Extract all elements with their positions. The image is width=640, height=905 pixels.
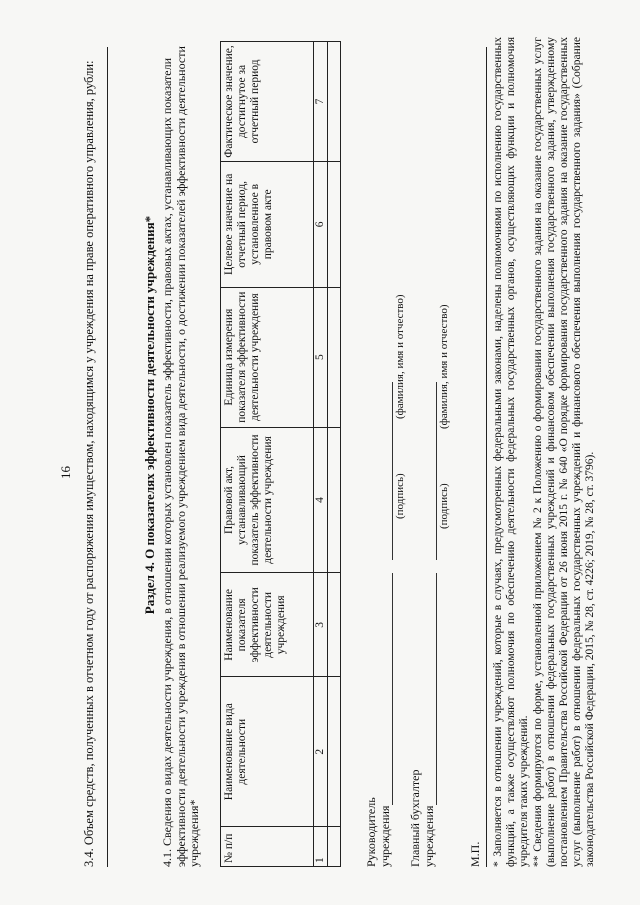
number-cell: 4 (314, 427, 328, 573)
item-3-4: 3.4. Объем средств, полученных в отчетном году от распоряжения имуществом, находящимся у учреждения на праве оперативного управления, рубли: (82, 60, 96, 867)
seal-mark: М.П. (468, 841, 482, 867)
answer-line (107, 47, 108, 867)
accountant-label: Главный бухгалтер учреждения (408, 769, 436, 867)
name-line (392, 382, 393, 560)
header-cell: Фактическое значение, достигнутое за отчетный период (221, 42, 314, 162)
empty-cell (328, 42, 341, 162)
header-cell: Единица измерения показателя эффективности деятельности учреждения (221, 287, 314, 427)
efficiency-table (220, 41, 341, 867)
empty-cell (328, 287, 341, 427)
empty-cell (328, 677, 341, 827)
footnote-1: * Заполняется в отношении учреждений, которые в случаях, предусмотренных федеральными законами, наделены полномочиями по исполнению государственных функций, а также осуществляют полномочия по обеспечению деятельности федеральных государственных органов, осуществляющих функции и полномочия учредителя таких учреждений. (492, 37, 530, 867)
footnote-divider (486, 47, 487, 867)
table-row (328, 42, 341, 867)
name-caption: (фамилия, имя и отчество) (438, 304, 450, 429)
number-cell: 5 (314, 287, 328, 427)
page-number: 16 (58, 466, 73, 479)
header-cell: Целевое значение на отчетный период, установленное в правовом акте (221, 161, 314, 287)
name-line (436, 382, 437, 560)
signature-line (392, 573, 393, 805)
number-cell: 1 (314, 827, 328, 867)
number-cell: 7 (314, 42, 328, 162)
section-title: Раздел 4. О показателях эффективности деятельности учреждения* (142, 215, 157, 615)
table-number-row (314, 42, 328, 867)
number-cell: 6 (314, 161, 328, 287)
footnote-2: ** Сведения формируются по форме, установленной приложением № 2 к Положению о формировании государственного задания на оказание государственных услуг (выполнение работ) в отношении федеральных государственных учреждений и финансовом обеспечении выполнения государственного задания, утвержденному постановлением Правительства Российской Федерации от 26 июня 2015 г. № 640 «О порядке формирования государственного задания на оказание государственных услуг (выполнение работ) в отношении федеральных государственных учреждений и финансового обеспечения выполнения государственного задания» (Собрание законодательства Российской Федерации, 2015, № 28, ст. 4226; 2019, № 28, ст. 3796). (532, 37, 596, 867)
empty-cell (328, 827, 341, 867)
number-cell: 2 (314, 677, 328, 827)
signature-caption: (подпись) (438, 483, 450, 529)
header-cell: № п/п (221, 827, 314, 867)
table-header-row (221, 42, 314, 867)
empty-cell (328, 573, 341, 677)
header-cell: Наименование показателя эффективности деятельности учреждения (221, 573, 314, 677)
signature-caption: (подпись) (394, 473, 406, 519)
empty-cell (328, 161, 341, 287)
header-cell: Правовой акт, устанавливающий показатель эффективности деятельности учреждения (221, 427, 314, 573)
signature-line (436, 573, 437, 805)
head-label: Руководитель учреждения (364, 797, 392, 867)
number-cell: 3 (314, 573, 328, 677)
paragraph-4-1: 4.1. Сведения о видах деятельности учреждения, в отношении которых установлен показатель эффективности, правовых актах, устанавливающих показатели эффективности деятельности учреждения в отношении реализуемого учреждением вида деятельности, о достижении показателей эффективности деятельности учреждения* (160, 46, 201, 867)
empty-cell (328, 427, 341, 573)
name-caption: (фамилия, имя и отчество) (394, 294, 406, 419)
header-cell: Наименование вида деятельности (221, 677, 314, 827)
